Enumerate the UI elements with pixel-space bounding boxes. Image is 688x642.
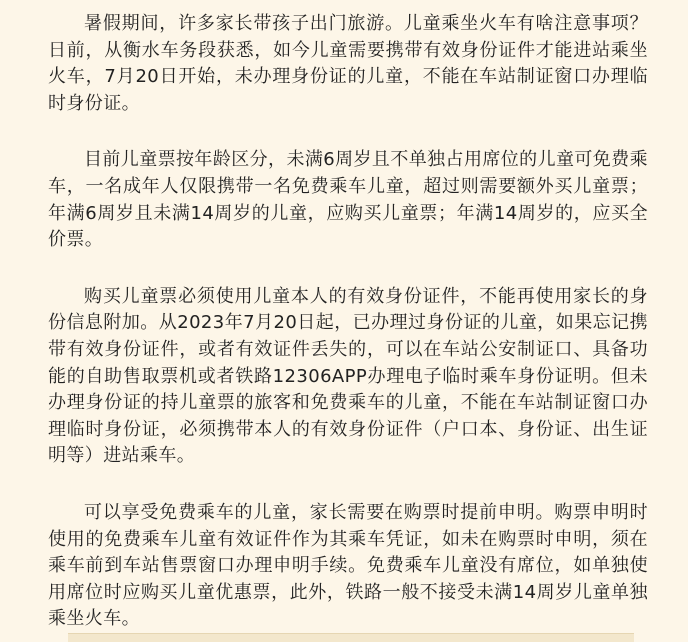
paragraph-4: 可以享受免费乘车的儿童，家长需要在购票时提前申明。购票申明时使用的免费乘车儿童有效证件作为其乘车凭证，如未在购票时申明，须在乘车前到车站售票窗口办理申明手续。免费乘车儿童没有席位，如单独使用席位时应购买儿童优惠票，此外，铁路一般不接受未满14周岁儿童单独乘坐火车。	[48, 501, 648, 630]
bottom-divider	[68, 633, 634, 642]
paragraph-3: 购买儿童票必须使用儿童本人的有效身份证件，不能再使用家长的身份信息附加。从2023年7月20日起，已办理过身份证的儿童，如果忘记携带有效身份证件，或者有效证件丢失的，可以在车站公安制证口、具备功能的自助售取票机或者铁路12306APP办理电子临时乘车身份证明。但未办理身份证的持儿童票的旅客和免费乘车的儿童，不能在车站制证窗口办理临时身份证，必须携带本人的有效身份证件（户口本、身份证、出生证明等）进站乘车。	[48, 285, 648, 467]
article-body	[48, 11, 648, 633]
paragraph-1: 暑假期间，许多家长带孩子出门旅游。儿童乘坐火车有啥注意事项？日前，从衡水车务段获悉，如今儿童需要携带有效身份证件才能进站乘坐火车，7月20日开始，未办理身份证的儿童，不能在车站制证窗口办理临时身份证。	[48, 13, 648, 114]
paragraph-2: 目前儿童票按年龄区分，未满6周岁且不单独占用席位的儿童可免费乘车，一名成年人仅限携带一名免费乘车儿童，超过则需要额外买儿童票；年满6周岁且未满14周岁的儿童，应购买儿童票；年满14周岁的，应买全价票。	[48, 149, 648, 251]
